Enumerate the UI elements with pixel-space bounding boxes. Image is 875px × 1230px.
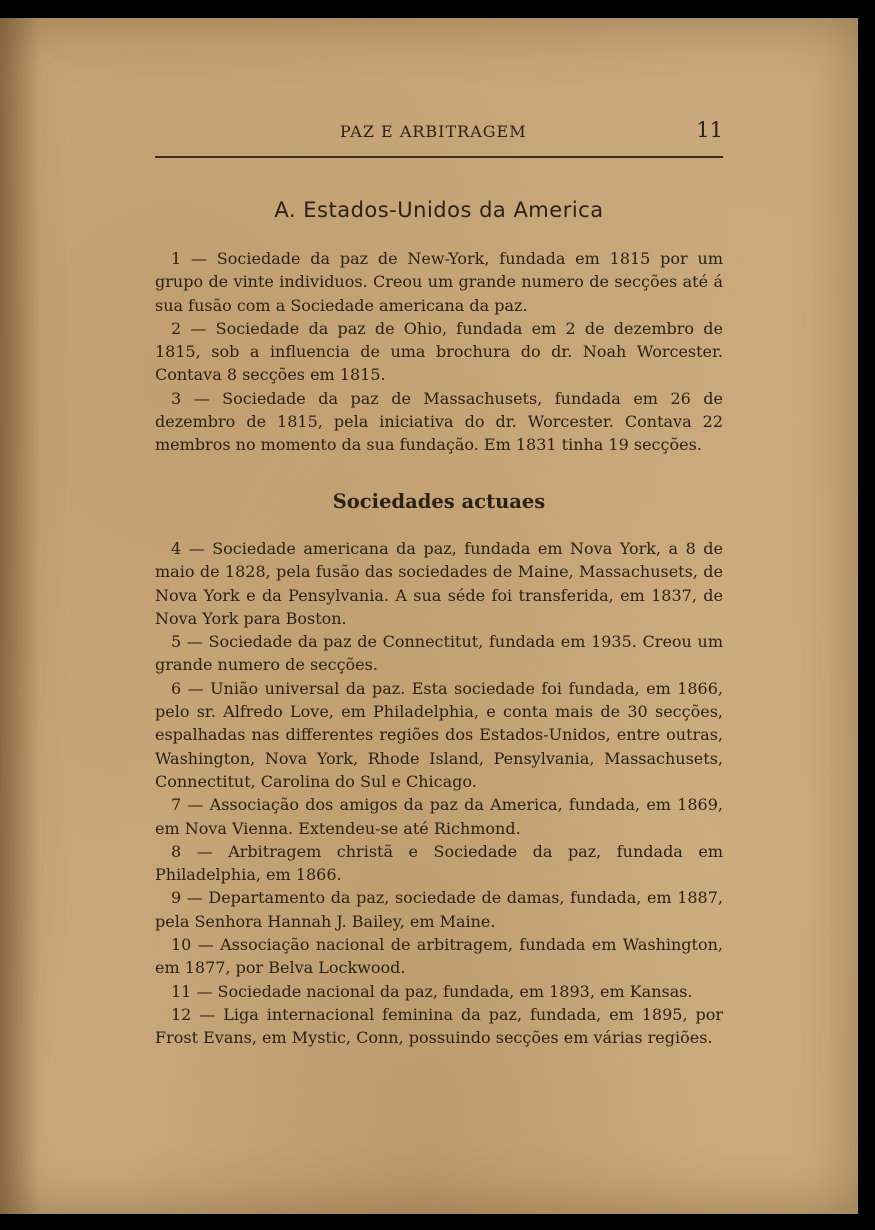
society-entry: 12 — Liga internacional feminina da paz, fundada, em 1895, por Frost Evans, em Mystic, Conn, possuindo secções em várias regiões. — [155, 1004, 723, 1048]
society-entry: 10 — Associação nacional de arbitragem, fundada em Washington, em 1877, por Belva Lockwood. — [155, 935, 723, 978]
page-number: 11 — [696, 118, 723, 142]
society-entry: 6 — União universal da paz. Esta sociedade foi fundada, em 1866, pelo sr. Alfredo Love, em Philadelphia, e conta mais de 30 secções, espalhadas nas differentes regiões dos Estados-Unidos, entre outras, Washington, Nova York, Rhode Island, Pensylvania, Massachusets, Connectitut, Carolina do Sul e Chicago. — [155, 678, 723, 791]
society-entry: 5 — Sociedade da paz de Connectitut, fundada em 1935. Creou um grande numero de secções. — [155, 632, 723, 675]
society-entry: 11 — Sociedade nacional da paz, fundada, em 1893, em Kansas. — [171, 981, 693, 1001]
page-spine-shadow — [0, 18, 40, 1214]
society-entry: 9 — Departamento da paz, sociedade de damas, fundada, em 1887, pela Senhora Hannah J. Bailey, em Maine. — [155, 888, 723, 931]
society-entry: 8 — Arbitragem christã e Sociedade da paz, fundada em Philadelphia, em 1866. — [155, 841, 723, 885]
subheading: Sociedades actuaes — [332, 490, 546, 513]
historic-societies-list — [155, 247, 723, 457]
running-title: PAZ E ARBITRAGEM — [340, 122, 527, 141]
society-entry: 2 — Sociedade da paz de Ohio, fundada em 2 de dezembro de 1815, sob a influencia de uma brochura do dr. Noah Worcester. Contava 8 secções em 1815. — [155, 318, 723, 385]
section-heading: A. Estados-Unidos da America — [274, 198, 604, 222]
society-entry: 7 — Associação dos amigos da paz da America, fundada, em 1869, em Nova Vienna. Extendeu-se até Richmond. — [155, 795, 723, 838]
current-societies-list — [155, 537, 723, 1050]
header-rule — [155, 156, 723, 158]
society-entry: 1 — Sociedade da paz de New-York, fundada em 1815 por um grupo de vinte individuos. Creou um grande numero de secções até á sua fusão com a Sociedade americana da paz. — [155, 249, 723, 315]
society-entry: 4 — Sociedade americana da paz, fundada em Nova York, a 8 de maio de 1828, pela fusão das sociedades de Maine, Massachusets, de Nova York e da Pensylvania. A sua séde foi transferida, em 1837, de Nova York para Boston. — [155, 539, 723, 628]
book-page — [0, 18, 858, 1214]
running-head — [155, 118, 723, 148]
society-entry: 3 — Sociedade da paz de Massachusets, fundada em 26 de dezembro de 1815, pela iniciativa do dr. Worcester. Contava 22 membros no momento da sua fundação. Em 1831 tinha 19 secções. — [155, 388, 723, 455]
